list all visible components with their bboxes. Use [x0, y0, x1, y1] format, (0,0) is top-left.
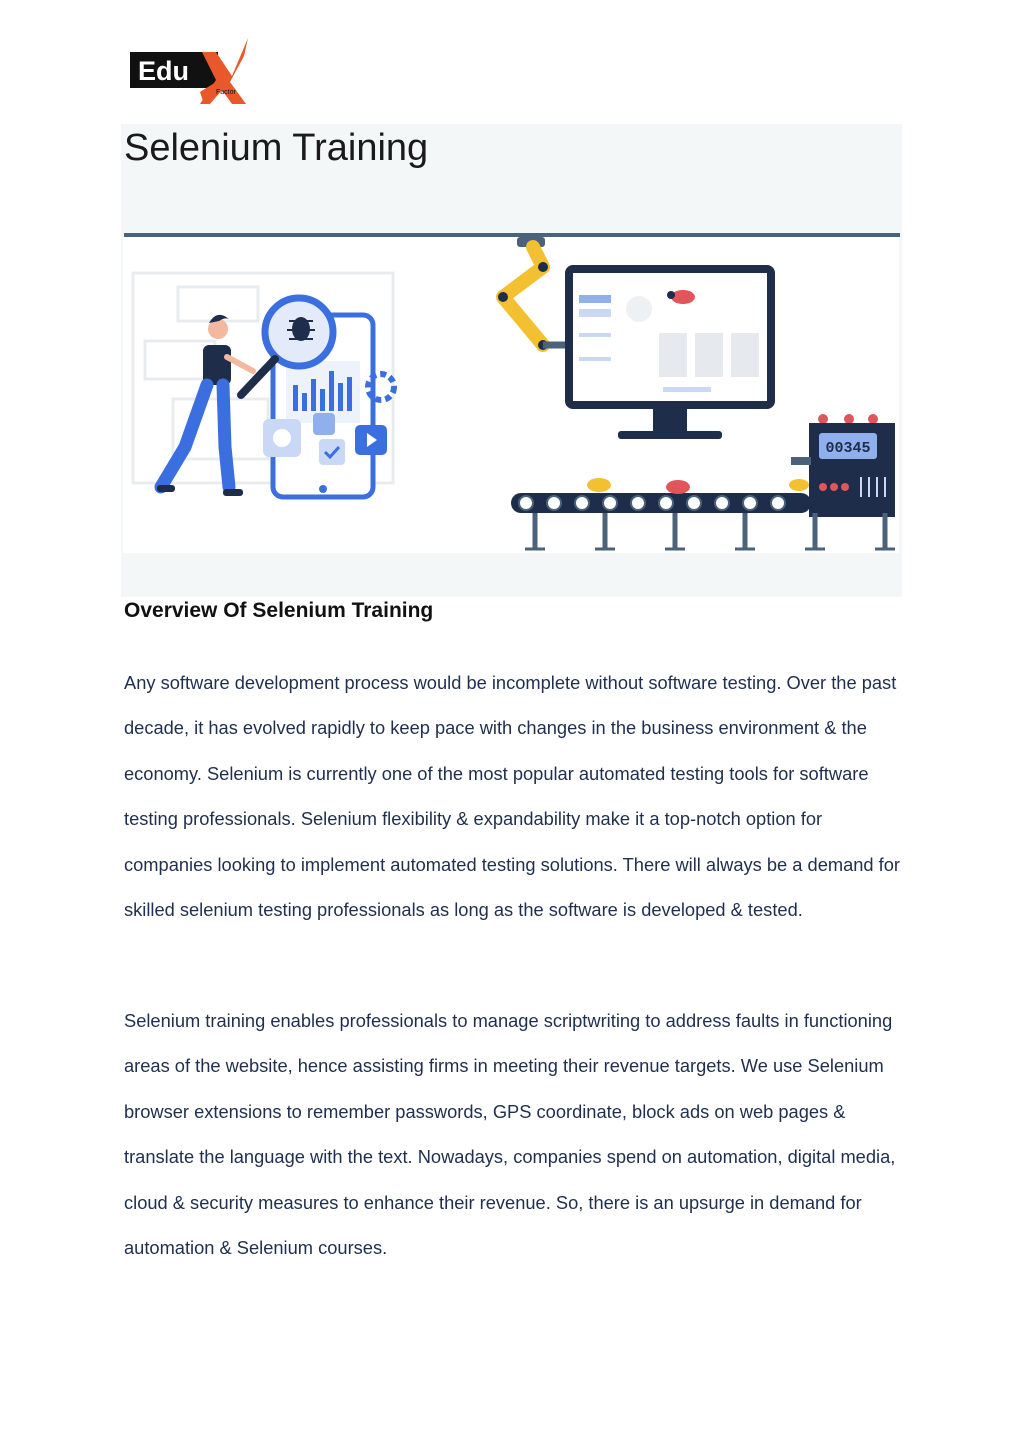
overview-paragraph-2: Selenium training enables professionals to manage scriptwriting to address faults in functioning areas of the website, hence assisting firms in meeting their revenue targets. We use Selenium browser extensions to remember passwords, GPS coordinate, block ads on web pages & translate the language with the text. Nowadays, companies spend on automation, digital media, cloud & security measures to enhance their revenue. So, there is an upsurge in demand for automation & Selenium courses. — [124, 1010, 896, 1259]
overview-paragraph-1: Any software development process would be incomplete without software testing. Over the past decade, it has evolved rapidly to keep pace with changes in the business environment & the economy. Selenium is currently one of the most popular automated testing tools for software testing professionals. Selenium flexibility & expandability make it a top-notch option for companies looking to implement automated testing solutions. There will always be a demand for skilled selenium testing professionals as long as the software is developed & tested. — [124, 672, 901, 921]
bug-icon — [666, 480, 690, 494]
bug-icon — [587, 478, 611, 492]
logo-subtext: Factor — [216, 89, 236, 96]
bug-icon — [789, 479, 809, 491]
counter-display: 00345 — [825, 440, 871, 457]
hero-banner — [121, 124, 902, 597]
page-title: Selenium Training — [124, 127, 429, 169]
svg-text:Edu: Edu — [138, 56, 189, 86]
overview-heading: Overview Of Selenium Training — [124, 599, 434, 622]
edux-logo[interactable] — [128, 36, 250, 106]
monitor-icon — [565, 265, 775, 439]
testing-illustration — [123, 237, 899, 553]
